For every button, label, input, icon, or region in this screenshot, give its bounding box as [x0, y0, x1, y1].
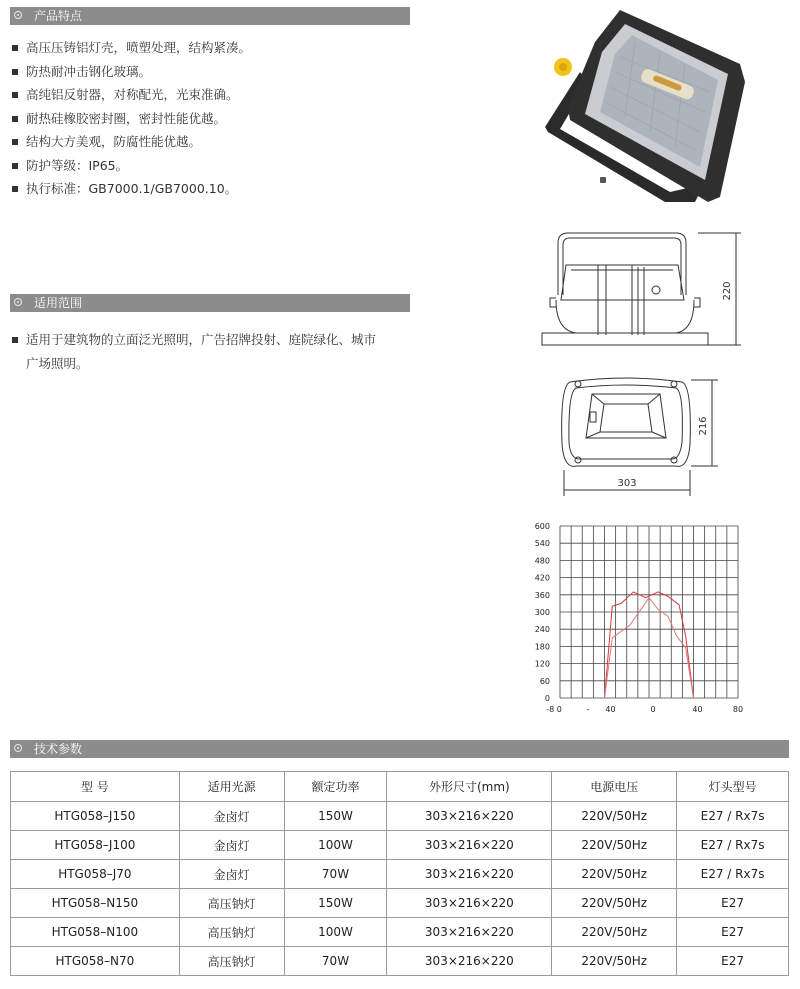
- features-list: [10, 36, 251, 201]
- cell-dimensions: 303×216×220: [387, 947, 552, 976]
- cell-base: E27: [677, 918, 789, 947]
- application-text: 适用于建筑物的立面泛光照明，广告招牌投射、庭院绿化、城市 广场照明。: [10, 328, 410, 376]
- cell-source: 高压钠灯: [179, 918, 284, 947]
- x-tick-label: 0: [650, 705, 656, 714]
- list-item: 耐热硅橡胶密封圈，密封性能优越。: [10, 107, 251, 131]
- cell-source: 高压钠灯: [179, 889, 284, 918]
- cell-base: E27 / Rx7s: [677, 831, 789, 860]
- list-item: 执行标准：GB7000.1/GB7000.10。: [10, 177, 251, 201]
- table-row: [11, 918, 789, 947]
- x-tick-label: 40: [692, 705, 703, 714]
- side-view-drawing: [536, 225, 746, 357]
- y-tick-label: 540: [534, 539, 550, 549]
- cell-voltage: 220V/50Hz: [552, 947, 677, 976]
- front-height-label: 216: [698, 416, 709, 436]
- table-row: [11, 947, 789, 976]
- square-bullet-icon: [12, 186, 18, 192]
- cell-model: HTG058–J150: [11, 802, 180, 831]
- cell-source: 高压钠灯: [179, 947, 284, 976]
- square-bullet-icon: [12, 45, 18, 51]
- front-view-drawing: [556, 374, 726, 498]
- square-bullet-icon: [12, 116, 18, 122]
- table-row: [11, 802, 789, 831]
- cell-dimensions: 303×216×220: [387, 860, 552, 889]
- col-header-base: 灯头型号: [677, 772, 789, 802]
- cell-power: 70W: [284, 947, 387, 976]
- side-height-label: 220: [722, 281, 733, 301]
- cell-voltage: 220V/50Hz: [552, 860, 677, 889]
- square-bullet-icon: [12, 92, 18, 98]
- y-tick-label: 420: [534, 573, 550, 583]
- floodlight-photo: [540, 2, 750, 207]
- list-item: 高压压铸铝灯壳，喷塑处理，结构紧凑。: [10, 36, 251, 60]
- specs-title: 技术参数: [34, 742, 83, 756]
- x-tick-label: -8 0: [546, 705, 562, 714]
- cell-model: HTG058–J70: [11, 860, 180, 889]
- cell-dimensions: 303×216×220: [387, 831, 552, 860]
- circle-bullet-icon: [14, 11, 22, 19]
- y-tick-label: 240: [534, 625, 550, 635]
- cell-power: 150W: [284, 889, 387, 918]
- specs-header: [10, 740, 789, 758]
- list-item: 高纯铝反射器，对称配光，光束准确。: [10, 83, 251, 107]
- circle-bullet-icon: [14, 744, 22, 752]
- cell-dimensions: 303×216×220: [387, 802, 552, 831]
- cell-base: E27: [677, 947, 789, 976]
- y-tick-label: 0: [544, 694, 550, 703]
- cell-dimensions: 303×216×220: [387, 918, 552, 947]
- cell-base: E27 / Rx7s: [677, 860, 789, 889]
- front-width-label: 303: [617, 478, 637, 489]
- cell-dimensions: 303×216×220: [387, 889, 552, 918]
- col-header-power: 额定功率: [284, 772, 387, 802]
- cell-source: 金卤灯: [179, 860, 284, 889]
- y-tick-label: 600: [534, 522, 550, 531]
- cell-voltage: 220V/50Hz: [552, 918, 677, 947]
- cell-voltage: 220V/50Hz: [552, 831, 677, 860]
- y-tick-label: 60: [539, 676, 550, 686]
- features-title: 产品特点: [34, 9, 83, 23]
- cell-power: 100W: [284, 918, 387, 947]
- list-item: 结构大方美观，防腐性能优越。: [10, 130, 251, 154]
- col-header-source: 适用光源: [179, 772, 284, 802]
- light-distribution-chart: [520, 518, 760, 718]
- y-tick-label: 180: [534, 642, 550, 652]
- cell-model: HTG058–N100: [11, 918, 180, 947]
- cell-model: HTG058–N70: [11, 947, 180, 976]
- circle-bullet-icon: [14, 298, 22, 306]
- x-tick-label: 40: [605, 705, 616, 714]
- cell-base: E27: [677, 889, 789, 918]
- col-header-model: 型 号: [11, 772, 180, 802]
- table-row: [11, 831, 789, 860]
- col-header-dimensions: 外形尺寸(mm): [387, 772, 552, 802]
- cell-model: HTG058–J100: [11, 831, 180, 860]
- y-tick-label: 360: [534, 590, 550, 600]
- y-tick-label: 120: [534, 659, 550, 669]
- cell-power: 150W: [284, 802, 387, 831]
- y-tick-label: 480: [534, 556, 550, 566]
- cell-base: E27 / Rx7s: [677, 802, 789, 831]
- square-bullet-icon: [12, 163, 18, 169]
- features-header: [10, 7, 410, 25]
- col-header-voltage: 电源电压: [552, 772, 677, 802]
- application-title: 适用范围: [34, 296, 83, 310]
- x-tick-label: -: [586, 705, 590, 714]
- square-bullet-icon: [12, 69, 18, 75]
- cell-voltage: 220V/50Hz: [552, 802, 677, 831]
- cell-power: 100W: [284, 831, 387, 860]
- cell-model: HTG058–N150: [11, 889, 180, 918]
- cell-source: 金卤灯: [179, 831, 284, 860]
- specs-table: [10, 771, 789, 976]
- square-bullet-icon: [12, 337, 18, 343]
- table-row: [11, 860, 789, 889]
- cell-source: 金卤灯: [179, 802, 284, 831]
- table-row: [11, 889, 789, 918]
- cell-voltage: 220V/50Hz: [552, 889, 677, 918]
- list-item: 防热耐冲击钢化玻璃。: [10, 60, 251, 84]
- y-tick-label: 300: [534, 608, 550, 617]
- list-item: 防护等级：IP65。: [10, 154, 251, 178]
- x-tick-label: 80: [732, 705, 744, 714]
- application-header: [10, 294, 410, 312]
- square-bullet-icon: [12, 139, 18, 145]
- cell-power: 70W: [284, 860, 387, 889]
- table-header-row: [11, 772, 789, 802]
